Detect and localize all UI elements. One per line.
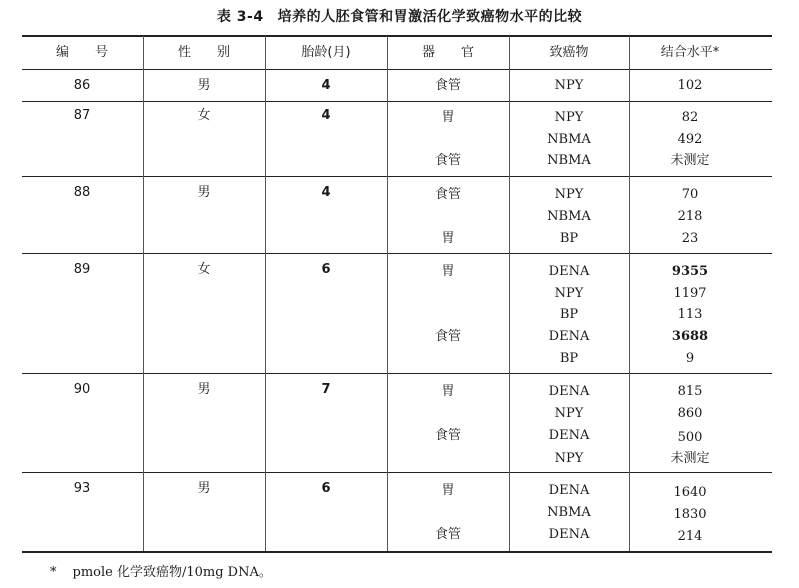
organ-cell: 食管 <box>434 329 461 344</box>
header-organ: 器 官 <box>421 45 474 60</box>
organ-cell: 食管 <box>434 527 461 542</box>
row-id: 89 <box>73 262 91 277</box>
organ-cell: 食管 <box>434 153 461 168</box>
table-title-text: 培养的人胚食管和胃激活化学致癌物水平的比较 <box>277 9 583 25</box>
carcinogen-cell: BP <box>559 231 579 246</box>
level-cell: 102 <box>677 78 703 93</box>
row-sex: 男 <box>197 78 211 93</box>
row-sex: 女 <box>197 262 211 277</box>
table-title <box>0 6 799 26</box>
carcinogen-cell: DENA <box>548 428 590 443</box>
row-sex: 男 <box>197 481 211 496</box>
carcinogen-cell: NBMA <box>547 505 591 520</box>
row-age: 4 <box>321 78 331 93</box>
carcinogen-cell: DENA <box>548 527 590 542</box>
carcinogen-cell: BP <box>559 351 579 366</box>
row-age: 7 <box>321 382 331 397</box>
level-cell: 815 <box>677 384 703 399</box>
row-rule-90 <box>22 472 772 473</box>
carcinogen-cell: NPY <box>554 78 584 93</box>
header-carcinogen: 致癌物 <box>549 45 589 60</box>
row-id: 87 <box>73 108 91 123</box>
level-cell: 218 <box>677 209 703 224</box>
level-cell: 500 <box>677 430 703 445</box>
organ-cell: 胃 <box>441 483 455 498</box>
level-cell: 9 <box>685 351 695 366</box>
bottom-rule <box>22 551 772 553</box>
carcinogen-cell: NPY <box>554 406 584 421</box>
row-rule-86 <box>22 101 772 102</box>
carcinogen-cell: NPY <box>554 451 584 466</box>
level-cell: 492 <box>677 132 703 147</box>
carcinogen-cell: NBMA <box>547 132 591 147</box>
level-cell: 3688 <box>671 329 709 344</box>
header-sex: 性 别 <box>177 45 230 60</box>
footnote-mark: * <box>50 565 57 580</box>
row-sex: 女 <box>197 108 211 123</box>
carcinogen-cell: DENA <box>548 329 590 344</box>
level-cell: 1197 <box>673 286 707 301</box>
level-cell: 未测定 <box>670 451 710 466</box>
level-cell: 214 <box>677 529 703 544</box>
level-cell: 113 <box>677 307 703 322</box>
carcinogen-cell: DENA <box>548 384 590 399</box>
footnote <box>50 561 272 580</box>
header-age: 胎龄(月) <box>301 45 351 60</box>
carcinogen-cell: NBMA <box>547 209 591 224</box>
row-rule-87 <box>22 176 772 177</box>
carcinogen-cell: DENA <box>548 483 590 498</box>
row-rule-89 <box>22 373 772 374</box>
organ-cell: 食管 <box>434 428 461 443</box>
row-age: 6 <box>321 481 331 496</box>
level-cell: 860 <box>677 406 703 421</box>
organ-cell: 胃 <box>441 231 455 246</box>
row-sex: 男 <box>197 185 211 200</box>
row-age: 6 <box>321 262 331 277</box>
organ-cell: 食管 <box>434 78 461 93</box>
row-rule-88 <box>22 253 772 254</box>
organ-cell: 胃 <box>441 264 455 279</box>
table-number: 表 3-4 <box>216 9 264 25</box>
carcinogen-cell: NPY <box>554 187 584 202</box>
organ-cell: 胃 <box>441 384 455 399</box>
row-id: 86 <box>73 78 91 93</box>
organ-cell: 食管 <box>434 187 461 202</box>
row-age: 4 <box>321 108 331 123</box>
level-cell: 未测定 <box>670 153 710 168</box>
level-cell: 9355 <box>671 264 709 279</box>
organ-cell: 胃 <box>441 110 455 125</box>
row-id: 93 <box>73 481 91 496</box>
level-cell: 70 <box>681 187 699 202</box>
carcinogen-cell: NBMA <box>547 153 591 168</box>
level-cell: 23 <box>681 231 699 246</box>
header-rule <box>22 69 772 70</box>
carcinogen-cell: BP <box>559 307 579 322</box>
header-id: 编 号 <box>55 45 108 60</box>
level-cell: 1830 <box>673 507 707 522</box>
footnote-text: pmole 化学致癌物/10mg DNA。 <box>72 565 272 580</box>
carcinogen-cell: NPY <box>554 110 584 125</box>
top-rule <box>22 35 772 37</box>
level-cell: 82 <box>681 110 699 125</box>
row-id: 90 <box>73 382 91 397</box>
row-id: 88 <box>73 185 91 200</box>
row-age: 4 <box>321 185 331 200</box>
level-cell: 1640 <box>673 485 707 500</box>
carcinogen-cell: DENA <box>548 264 590 279</box>
header-binding-level: 结合水平* <box>660 45 720 60</box>
carcinogen-cell: NPY <box>554 286 584 301</box>
row-sex: 男 <box>197 382 211 397</box>
